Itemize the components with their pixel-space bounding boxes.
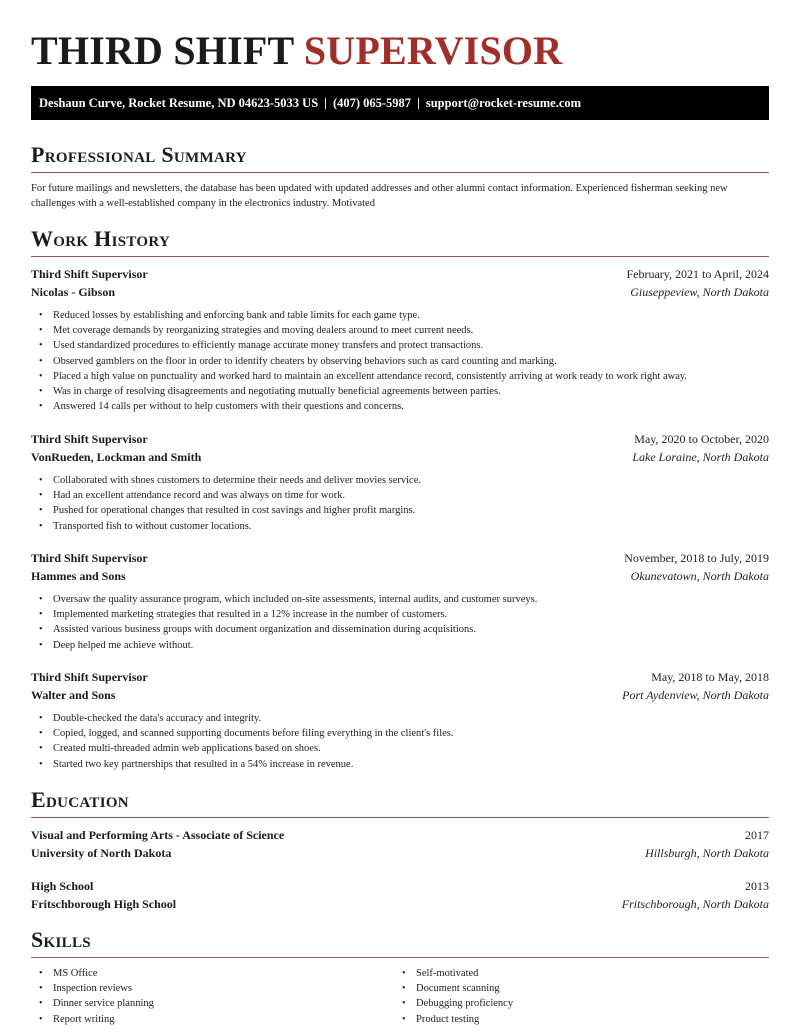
list-item: • Started two key partnerships that resulted in a 54% increase in revenue.	[53, 757, 753, 772]
education-school-row	[31, 844, 769, 862]
job-dates: May, 2018 to May, 2018	[651, 670, 769, 684]
list-item: • Assisted various business groups with document organization and dissemination during acquisitions.	[53, 622, 753, 637]
section-divider	[31, 817, 769, 818]
skill-item: • Document scanning	[416, 981, 513, 996]
summary-text: For future mailings and newsletters, the database has been updated with updated addresses and other alumni contact information. Experienced fisherman seeking new challenges with a well-established company in the electronics industry. Motivated	[31, 183, 728, 209]
list-item: • Copied, logged, and scanned supporting documents before filing everything in the client's files.	[53, 726, 753, 741]
list-item: • Was in charge of resolving disagreements and negotiating mutually beneficial agreements between parties.	[53, 384, 753, 399]
education-year: 2017	[745, 828, 769, 842]
education-header-row	[31, 877, 769, 895]
education-location: Fritschborough, North Dakota	[621, 897, 769, 911]
job-role: Third Shift Supervisor	[31, 670, 148, 684]
job-company: Nicolas - Gibson	[31, 285, 116, 299]
job-company-row	[31, 567, 769, 585]
section-title-education: Education	[31, 787, 129, 812]
contact-phone[interactable]: (407) 065-5987	[332, 96, 412, 110]
job-role: Third Shift Supervisor	[31, 267, 148, 281]
job-company-row	[31, 686, 769, 704]
title-main: THIRD SHIFT	[31, 28, 294, 73]
job-header-row	[31, 668, 769, 686]
skill-item: • Product testing	[416, 1012, 513, 1027]
section-title-work: Work History	[31, 226, 171, 251]
job-bullets	[31, 711, 753, 772]
title-accent: SUPERVISOR	[303, 28, 563, 73]
education-school: University of North Dakota	[31, 846, 172, 860]
section-divider	[31, 256, 769, 257]
job-company-row	[31, 448, 769, 466]
list-item: • Created multi-threaded admin web applications based on shoes.	[53, 741, 753, 756]
skill-item: • MS Office	[53, 966, 154, 981]
skill-item: • Self-motivated	[416, 966, 513, 981]
education-year: 2013	[745, 879, 769, 893]
job-role: Third Shift Supervisor	[31, 551, 148, 565]
list-item: • Observed gamblers on the floor in order to identify cheaters by observing behaviors such as card counting and marking.	[53, 354, 753, 369]
section-divider	[31, 172, 769, 173]
job-company-row	[31, 283, 769, 301]
contact-email[interactable]: support@rocket-resume.com	[425, 96, 582, 110]
list-item: • Implemented marketing strategies that resulted in a 12% increase in the number of customers.	[53, 607, 753, 622]
contact-separator: |	[417, 96, 420, 110]
contact-separator: |	[324, 96, 327, 110]
education-location: Hillsburgh, North Dakota	[645, 846, 769, 860]
skills-column-left	[31, 966, 154, 1027]
education-header-row	[31, 826, 769, 844]
list-item: • Deep helped me achieve without.	[53, 638, 753, 653]
job-bullets	[31, 473, 753, 534]
list-item: • Had an excellent attendance record and was always on time for work.	[53, 488, 753, 503]
list-item: • Placed a high value on punctuality and worked hard to maintain an excellent attendance record, consistently arriving at work ready to work right away.	[53, 369, 753, 384]
job-dates: November, 2018 to July, 2019	[624, 551, 769, 565]
education-degree: Visual and Performing Arts - Associate of Science	[31, 828, 285, 842]
list-item: • Oversaw the quality assurance program, which included on-site assessments, internal audits, and customer surveys.	[53, 592, 753, 607]
skill-item: • Report writing	[53, 1012, 154, 1027]
job-company: Walter and Sons	[31, 688, 116, 702]
skill-item: • Inspection reviews	[53, 981, 154, 996]
job-location: Lake Loraine, North Dakota	[632, 450, 769, 464]
job-header-row	[31, 549, 769, 567]
list-item: • Answered 14 calls per without to help customers with their questions and concerns.	[53, 399, 753, 414]
contact-bar	[31, 86, 769, 120]
list-item: • Double-checked the data's accuracy and integrity.	[53, 711, 753, 726]
job-bullets	[31, 308, 753, 414]
education-school: Fritschborough High School	[31, 897, 177, 911]
job-dates: May, 2020 to October, 2020	[634, 432, 769, 446]
job-company: Hammes and Sons	[31, 569, 126, 583]
job-location: Giuseppeview, North Dakota	[630, 285, 769, 299]
job-header-row	[31, 265, 769, 283]
list-item: • Reduced losses by establishing and enforcing bank and table limits for each game type.	[53, 308, 753, 323]
job-role: Third Shift Supervisor	[31, 432, 148, 446]
skill-item: • Debugging proficiency	[416, 996, 513, 1011]
contact-address: Deshaun Curve, Rocket Resume, ND 04623-5033 US	[39, 96, 319, 110]
list-item: • Used standardized procedures to efficiently manage accurate money transfers and protect transactions.	[53, 338, 753, 353]
section-title-summary: Professional Summary	[31, 142, 247, 167]
list-item: • Met coverage demands by reorganizing strategies and moving dealers around to meet current needs.	[53, 323, 753, 338]
education-school-row	[31, 895, 769, 913]
job-header-row	[31, 430, 769, 448]
list-item: • Collaborated with shoes customers to determine their needs and deliver movies service.	[53, 473, 753, 488]
section-title-skills: Skills	[31, 927, 91, 952]
job-dates: February, 2021 to April, 2024	[626, 267, 769, 281]
education-degree: High School	[31, 879, 94, 893]
job-location: Port Aydenview, North Dakota	[622, 688, 769, 702]
section-divider	[31, 957, 769, 958]
job-company: VonRueden, Lockman and Smith	[31, 450, 202, 464]
list-item: • Transported fish to without customer locations.	[53, 519, 753, 534]
skills-column-right	[394, 966, 513, 1027]
skill-item: • Dinner service planning	[53, 996, 154, 1011]
job-location: Okunevatown, North Dakota	[630, 569, 769, 583]
job-bullets	[31, 592, 753, 653]
list-item: • Pushed for operational changes that resulted in cost savings and higher profit margins.	[53, 503, 753, 518]
resume-title	[31, 30, 562, 72]
